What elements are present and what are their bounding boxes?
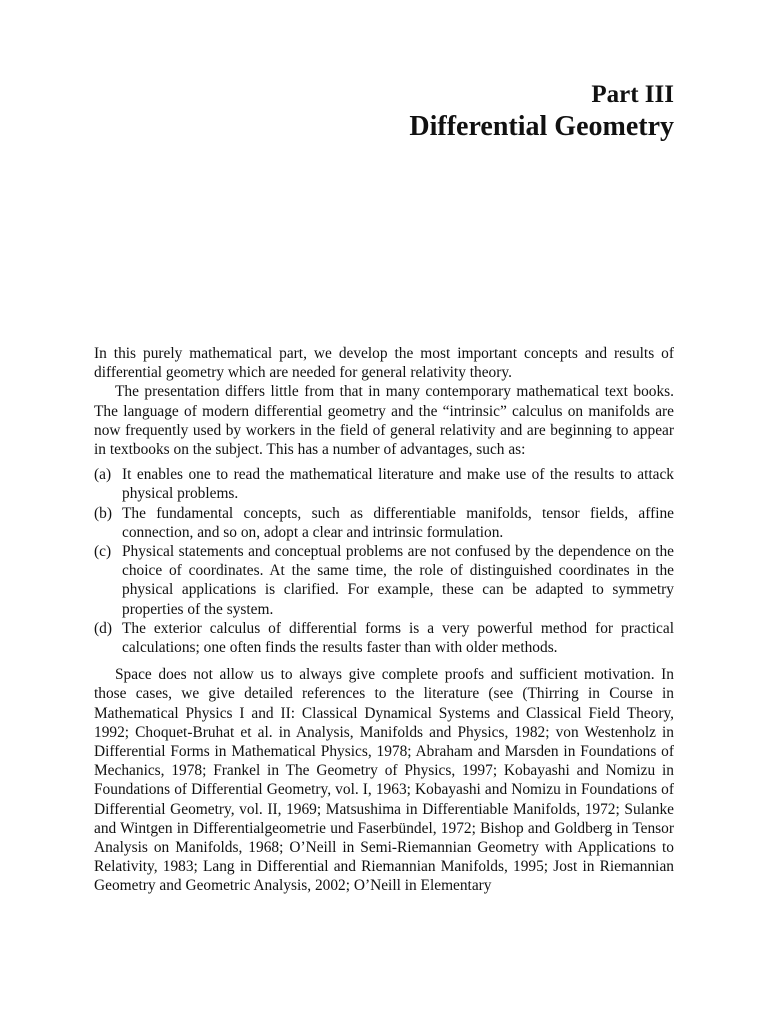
list-text: The exterior calculus of differential forms is a very powerful method for practical calculations; one often finds the results faster than with older methods.	[122, 619, 674, 657]
list-text: It enables one to read the mathematical literature and make use of the results to attack physical problems.	[122, 466, 674, 503]
list-item	[94, 619, 674, 657]
part-heading	[409, 80, 674, 144]
part-title: Differential Geometry	[409, 111, 674, 142]
body-text	[94, 344, 674, 896]
list-marker: (d)	[94, 619, 112, 637]
list-item	[94, 542, 674, 619]
list-text: Physical statements and conceptual problems are not confused by the dependence on the choice of coordinates. At the same time, the role of distinguished coordinates in the physical applications is clarified. For example, these can be adapted to symmetry properties of the system.	[122, 543, 674, 618]
list-text: The fundamental concepts, such as differentiable manifolds, tensor fields, affine connection, and so on, adopt a clear and intrinsic formulation.	[122, 504, 674, 541]
intro-paragraph: In this purely mathematical part, we develop the most important concepts and results of differential geometry which are needed for general relativity theory.	[94, 345, 674, 382]
advantages-list	[94, 465, 674, 657]
list-item	[94, 504, 674, 542]
presentation-paragraph: The presentation differs little from that in many contemporary mathematical text books. The language of modern differential geometry and the “intrinsic” calculus on manifolds are now frequently used by workers in the field of general relativity and are beginning to appear in textbooks on the subject. This has a number of advantages, such as:	[94, 383, 674, 459]
references-paragraph: Space does not allow us to always give complete proofs and sufficient motivation. In those cases, we give detailed references to the literature (see (Thirring in Course in Mathematical Physics I and II: Classical Dynamical Systems and Classical Field Theory, 1992; Choquet-Bruhat et al. in Analysis, Manifolds and Physics, 1982; von Westenholz in Differential Forms in Mathematical Physics, 1978; Abraham and Marsden in Foundations of Mechanics, 1978; Frankel in The Geometry of Physics, 1997; Kobayashi and Nomizu in Foundations of Differential Geometry, vol. I, 1963; Kobayashi and Nomizu in Foundations of Differential Geometry, vol. II, 1969; Matsushima in Differentiable Manifolds, 1972; Sulanke and Wintgen in Differentialgeometrie und Faserbündel, 1972; Bishop and Goldberg in Tensor Analysis on Manifolds, 1968; O’Neill in Semi-Riemannian Geometry with Applications to Relativity, 1983; Lang in Differential and Riemannian Manifolds, 1995; Jost in Riemannian Geometry and Geometric Analysis, 2002; O’Neill in Elementary	[94, 666, 674, 895]
part-number: Part III	[591, 81, 674, 108]
list-item	[94, 465, 674, 503]
list-marker: (c)	[94, 543, 112, 561]
list-marker: (a)	[94, 466, 112, 484]
list-marker: (b)	[94, 504, 112, 522]
